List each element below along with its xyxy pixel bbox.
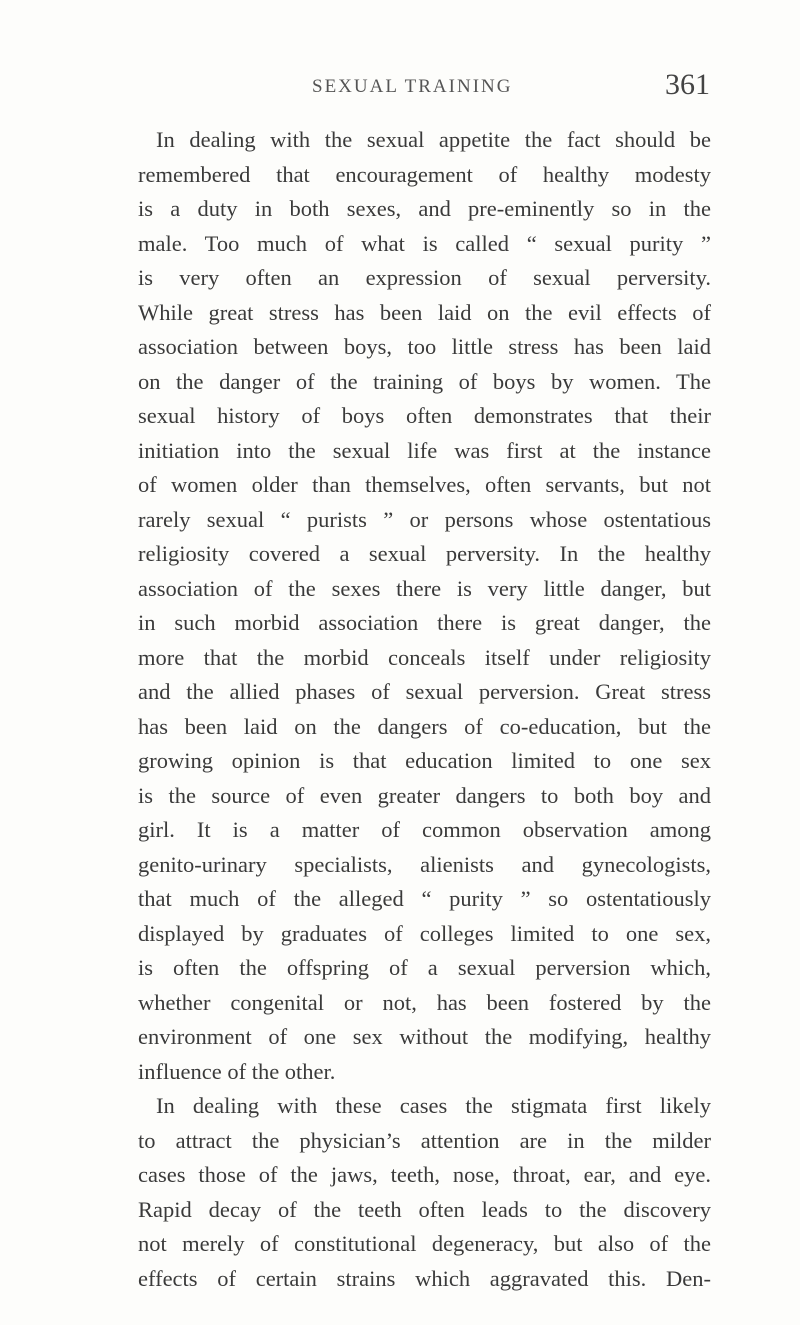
text-line: sexual history of boys often demonstrates that their bbox=[138, 403, 711, 428]
text-line: association between boys, too little stress has been laid bbox=[138, 334, 711, 359]
text-line: is a duty in both sexes, and pre-eminently so in the bbox=[138, 196, 711, 221]
text-line: association of the sexes there is very little danger, but bbox=[138, 575, 711, 601]
text-line: has been laid on the dangers of co-education, but the bbox=[138, 713, 711, 739]
text-line: effects of certain strains which aggravated this. Den- bbox=[138, 1265, 711, 1291]
text-line: of women older than themselves, often servants, but not bbox=[138, 472, 711, 497]
text-line: remembered that encouragement of healthy modesty bbox=[138, 161, 711, 187]
text-line: male. Too much of what is called “ sexual purity ” bbox=[138, 230, 711, 256]
text-line: environment of one sex without the modifying, healthy bbox=[138, 1024, 711, 1049]
text-line: In dealing with these cases the stigmata first likely bbox=[156, 1093, 711, 1118]
text-line: is the source of even greater dangers to both boy and bbox=[138, 782, 711, 808]
text-line: In dealing with the sexual appetite the fact should be bbox=[156, 127, 711, 152]
text-line: genito-urinary specialists, alienists and gynecologists, bbox=[138, 851, 711, 877]
text-line: is often the offspring of a sexual perversion which, bbox=[138, 955, 711, 980]
text-line: rarely sexual “ purists ” or persons whose ostentatious bbox=[138, 506, 711, 532]
text-line: Rapid decay of the teeth often leads to the discovery bbox=[138, 1196, 711, 1222]
text-line: is very often an expression of sexual perversity. bbox=[138, 265, 711, 290]
text-line: religiosity covered a sexual perversity. In the healthy bbox=[138, 541, 711, 566]
text-line: girl. It is a matter of common observation among bbox=[138, 817, 711, 842]
text-line: While great stress has been laid on the evil effects of bbox=[138, 299, 711, 325]
text-line: on the danger of the training of boys by women. The bbox=[138, 368, 711, 394]
text-line: influence of the other. bbox=[138, 1058, 336, 1084]
page-number: 361 bbox=[665, 68, 710, 101]
text-line: growing opinion is that education limited to one sex bbox=[138, 748, 711, 773]
text-line: that much of the alleged “ purity ” so ostentatiously bbox=[138, 886, 711, 911]
text-line: whether congenital or not, has been fostered by the bbox=[138, 989, 711, 1015]
body-text bbox=[138, 123, 711, 1296]
text-line: more that the morbid conceals itself under religiosity bbox=[138, 644, 711, 670]
text-line: in such morbid association there is great danger, the bbox=[138, 610, 711, 635]
text-line: not merely of constitutional degeneracy, but also of the bbox=[138, 1231, 711, 1256]
text-line: and the allied phases of sexual perversion. Great stress bbox=[138, 679, 711, 704]
running-head bbox=[140, 68, 710, 108]
text-line: displayed by graduates of colleges limited to one sex, bbox=[138, 920, 711, 946]
text-line: initiation into the sexual life was first at the instance bbox=[138, 437, 711, 463]
running-title: SEXUAL TRAINING bbox=[312, 76, 513, 97]
text-line: cases those of the jaws, teeth, nose, throat, ear, and eye. bbox=[138, 1162, 711, 1187]
text-line: to attract the physician’s attention are in the milder bbox=[138, 1127, 711, 1153]
